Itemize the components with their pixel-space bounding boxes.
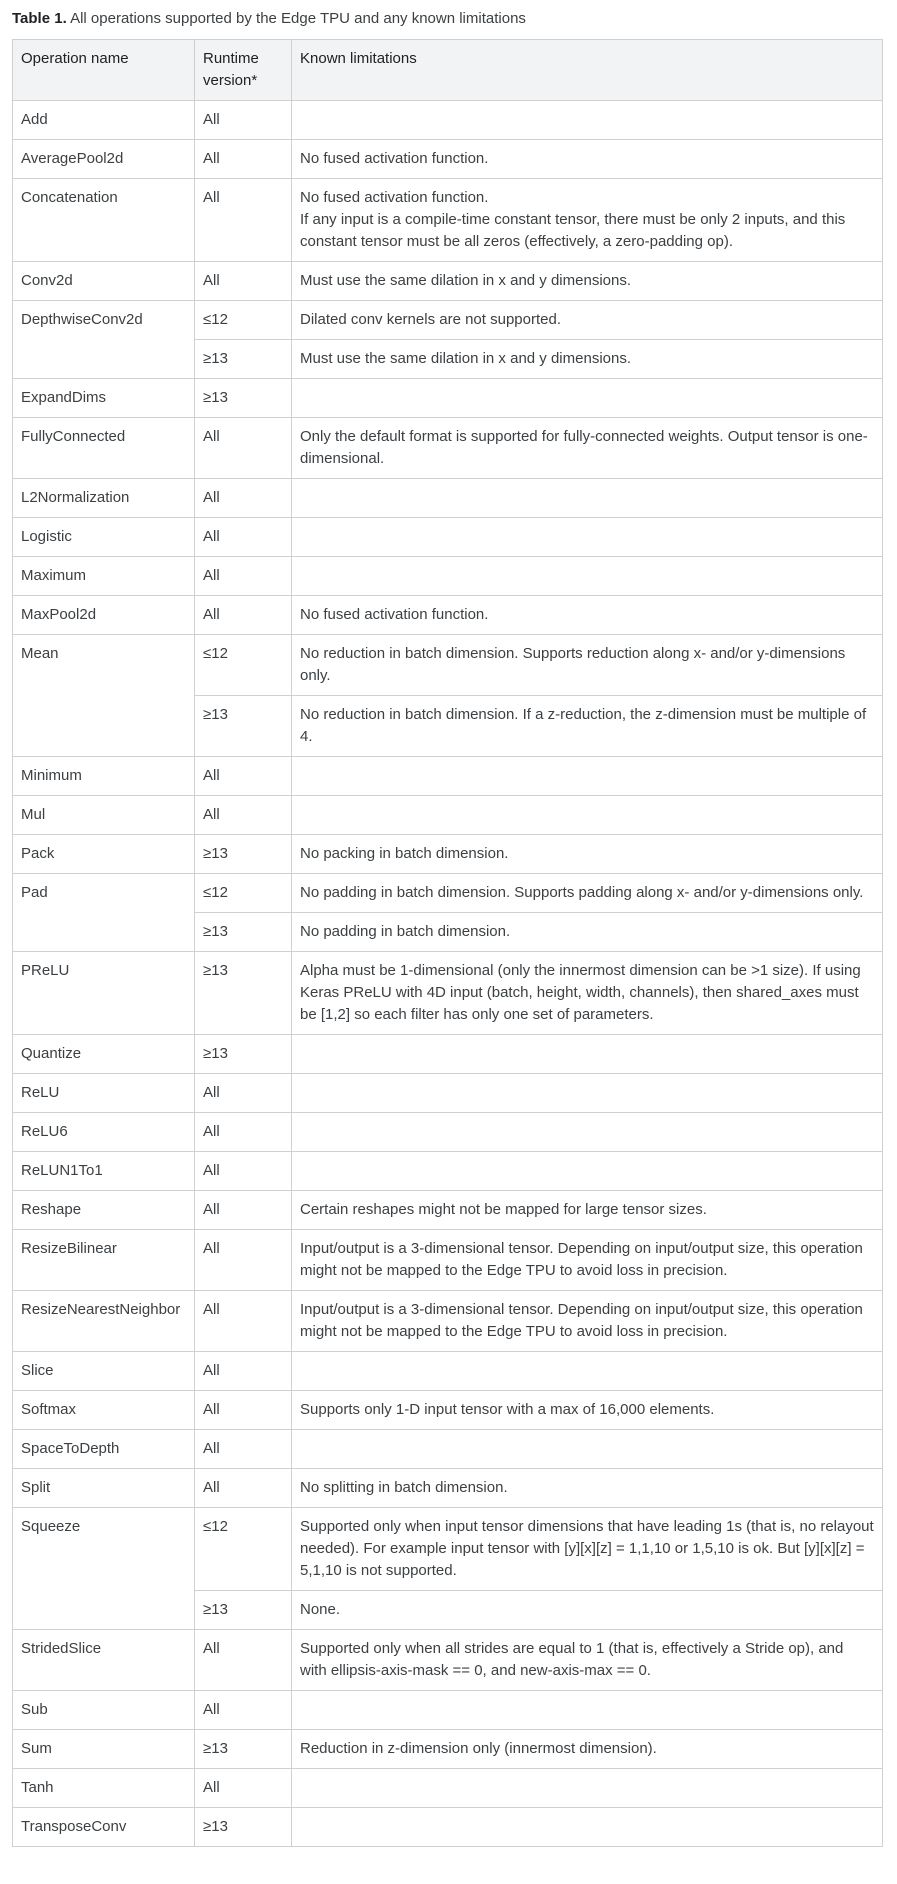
operation-name-cell: Mul — [13, 796, 195, 835]
runtime-version-cell: All — [195, 101, 292, 140]
known-limitations-cell: Only the default format is supported for fully-connected weights. Output tensor is one-dimensional. — [292, 418, 883, 479]
known-limitations-cell: No padding in batch dimension. Supports padding along x- and/or y-dimensions only. — [292, 874, 883, 913]
runtime-version-cell: ≥13 — [195, 379, 292, 418]
operation-name-cell: ReLU — [13, 1074, 195, 1113]
runtime-version-cell: ≥13 — [195, 696, 292, 757]
runtime-version-cell: All — [195, 1430, 292, 1469]
operation-name-cell: ReLUN1To1 — [13, 1152, 195, 1191]
known-limitations-cell — [292, 1352, 883, 1391]
runtime-version-cell: ≤12 — [195, 1508, 292, 1591]
known-limitations-cell: No fused activation function. If any input is a compile-time constant tensor, there must be only 2 inputs, and this constant tensor must be all zeros (effectively, a zero-padding op). — [292, 179, 883, 262]
table-row — [13, 596, 883, 635]
operation-name-cell: Sub — [13, 1691, 195, 1730]
operation-name-cell: FullyConnected — [13, 418, 195, 479]
runtime-version-cell: All — [195, 557, 292, 596]
table-row — [13, 479, 883, 518]
table-row — [13, 1391, 883, 1430]
table-row — [13, 635, 883, 696]
known-limitations-cell: No reduction in batch dimension. If a z-reduction, the z-dimension must be multiple of 4. — [292, 696, 883, 757]
known-limitations-cell — [292, 1152, 883, 1191]
table-row — [13, 1808, 883, 1847]
table-row — [13, 1630, 883, 1691]
table-row — [13, 1291, 883, 1352]
operation-name-cell: ResizeNearestNeighbor — [13, 1291, 195, 1352]
known-limitations-cell: No reduction in batch dimension. Supports reduction along x- and/or y-dimensions only. — [292, 635, 883, 696]
runtime-version-cell: All — [195, 596, 292, 635]
runtime-version-cell: All — [195, 1469, 292, 1508]
table-row — [13, 1230, 883, 1291]
operation-name-cell: Squeeze — [13, 1508, 195, 1630]
runtime-version-cell: All — [195, 1152, 292, 1191]
operation-name-cell: Slice — [13, 1352, 195, 1391]
runtime-version-cell: All — [195, 1291, 292, 1352]
runtime-version-cell: ≥13 — [195, 1591, 292, 1630]
known-limitations-cell — [292, 557, 883, 596]
operation-name-cell: TransposeConv — [13, 1808, 195, 1847]
operation-name-cell: Tanh — [13, 1769, 195, 1808]
runtime-version-cell: All — [195, 796, 292, 835]
known-limitations-cell: Must use the same dilation in x and y dimensions. — [292, 262, 883, 301]
runtime-version-cell: All — [195, 1191, 292, 1230]
operation-name-cell: Softmax — [13, 1391, 195, 1430]
runtime-version-cell: ≥13 — [195, 913, 292, 952]
table-row — [13, 1469, 883, 1508]
table-caption-label: Table 1. — [12, 10, 67, 27]
operation-name-cell: Logistic — [13, 518, 195, 557]
table-row — [13, 379, 883, 418]
runtime-version-cell: ≤12 — [195, 301, 292, 340]
table-row — [13, 101, 883, 140]
table-row — [13, 301, 883, 340]
table-row — [13, 179, 883, 262]
runtime-version-cell: ≥13 — [195, 835, 292, 874]
operation-name-cell: Pad — [13, 874, 195, 952]
runtime-version-cell: All — [195, 1352, 292, 1391]
table-caption-text: All operations supported by the Edge TPU and any known limitations — [66, 10, 526, 27]
runtime-version-cell: ≥13 — [195, 1035, 292, 1074]
runtime-version-cell: All — [195, 1630, 292, 1691]
runtime-version-cell: All — [195, 1691, 292, 1730]
known-limitations-cell: Input/output is a 3-dimensional tensor. Depending on input/output size, this operation might not be mapped to the Edge TPU to avoid loss in precision. — [292, 1230, 883, 1291]
known-limitations-cell — [292, 757, 883, 796]
table-row — [13, 796, 883, 835]
known-limitations-cell: Must use the same dilation in x and y dimensions. — [292, 340, 883, 379]
runtime-version-cell: All — [195, 140, 292, 179]
known-limitations-cell: Reduction in z-dimension only (innermost dimension). — [292, 1730, 883, 1769]
runtime-version-cell: All — [195, 179, 292, 262]
table-row — [13, 1508, 883, 1591]
known-limitations-cell: Supports only 1-D input tensor with a max of 16,000 elements. — [292, 1391, 883, 1430]
table-row — [13, 1730, 883, 1769]
known-limitations-cell: Supported only when input tensor dimensions that have leading 1s (that is, no relayout needed). For example input tensor with [y][x][z] = 1,1,10 or 1,5,10 is ok. But [y][x][z] = 5,1,10 is not supported. — [292, 1508, 883, 1591]
operation-name-cell: ResizeBilinear — [13, 1230, 195, 1291]
runtime-version-cell: All — [195, 479, 292, 518]
known-limitations-cell — [292, 1430, 883, 1469]
table-row — [13, 1113, 883, 1152]
table-header — [13, 40, 883, 101]
operation-name-cell: Sum — [13, 1730, 195, 1769]
table-row — [13, 952, 883, 1035]
operation-name-cell: Add — [13, 101, 195, 140]
known-limitations-cell: No splitting in batch dimension. — [292, 1469, 883, 1508]
operation-name-cell: SpaceToDepth — [13, 1430, 195, 1469]
known-limitations-cell — [292, 1769, 883, 1808]
table-row — [13, 518, 883, 557]
header-operation-name: Operation name — [13, 40, 195, 101]
operation-name-cell: Reshape — [13, 1191, 195, 1230]
table-caption — [0, 0, 897, 28]
table-row — [13, 1074, 883, 1113]
known-limitations-cell: Supported only when all strides are equal to 1 (that is, effectively a Stride op), and with ellipsis-axis-mask == 0, and new-axis-max == 0. — [292, 1630, 883, 1691]
known-limitations-cell: No fused activation function. — [292, 140, 883, 179]
table-row — [13, 1430, 883, 1469]
table-row — [13, 1035, 883, 1074]
known-limitations-cell — [292, 1035, 883, 1074]
runtime-version-cell: All — [195, 1230, 292, 1291]
runtime-version-cell: All — [195, 1113, 292, 1152]
operations-table — [12, 39, 883, 1847]
known-limitations-cell: Certain reshapes might not be mapped for large tensor sizes. — [292, 1191, 883, 1230]
operation-name-cell: ExpandDims — [13, 379, 195, 418]
runtime-version-cell: All — [195, 418, 292, 479]
known-limitations-cell: Dilated conv kernels are not supported. — [292, 301, 883, 340]
table-row — [13, 835, 883, 874]
operation-name-cell: Concatenation — [13, 179, 195, 262]
known-limitations-cell — [292, 379, 883, 418]
operation-name-cell: Maximum — [13, 557, 195, 596]
known-limitations-cell — [292, 101, 883, 140]
table-row — [13, 1769, 883, 1808]
runtime-version-cell: ≥13 — [195, 952, 292, 1035]
operation-name-cell: PReLU — [13, 952, 195, 1035]
known-limitations-cell: None. — [292, 1591, 883, 1630]
known-limitations-cell: Alpha must be 1-dimensional (only the innermost dimension can be >1 size). If using Keras PReLU with 4D input (batch, height, width, channels), then shared_axes must be [1,2] so each filter has only one set of parameters. — [292, 952, 883, 1035]
operation-name-cell: ReLU6 — [13, 1113, 195, 1152]
table-row — [13, 557, 883, 596]
runtime-version-cell: ≥13 — [195, 1808, 292, 1847]
known-limitations-cell — [292, 479, 883, 518]
known-limitations-cell: No fused activation function. — [292, 596, 883, 635]
runtime-version-cell: All — [195, 1769, 292, 1808]
operation-name-cell: Minimum — [13, 757, 195, 796]
runtime-version-cell: All — [195, 518, 292, 557]
known-limitations-cell: Input/output is a 3-dimensional tensor. Depending on input/output size, this operation might not be mapped to the Edge TPU to avoid loss in precision. — [292, 1291, 883, 1352]
known-limitations-cell — [292, 1691, 883, 1730]
table-row — [13, 418, 883, 479]
operation-name-cell: MaxPool2d — [13, 596, 195, 635]
table-row — [13, 1352, 883, 1391]
header-row — [13, 40, 883, 101]
operation-name-cell: L2Normalization — [13, 479, 195, 518]
header-runtime-version: Runtime version* — [195, 40, 292, 101]
operation-name-cell: DepthwiseConv2d — [13, 301, 195, 379]
runtime-version-cell: All — [195, 757, 292, 796]
table-row — [13, 874, 883, 913]
operation-name-cell: Conv2d — [13, 262, 195, 301]
table-row — [13, 1152, 883, 1191]
table-row — [13, 1191, 883, 1230]
table-row — [13, 262, 883, 301]
table-row — [13, 1691, 883, 1730]
operation-name-cell: Mean — [13, 635, 195, 757]
table-row — [13, 140, 883, 179]
runtime-version-cell: All — [195, 1074, 292, 1113]
operation-name-cell: Quantize — [13, 1035, 195, 1074]
known-limitations-cell: No padding in batch dimension. — [292, 913, 883, 952]
known-limitations-cell — [292, 1808, 883, 1847]
runtime-version-cell: ≤12 — [195, 874, 292, 913]
known-limitations-cell — [292, 796, 883, 835]
known-limitations-cell — [292, 1113, 883, 1152]
runtime-version-cell: All — [195, 1391, 292, 1430]
operation-name-cell: AveragePool2d — [13, 140, 195, 179]
known-limitations-cell — [292, 518, 883, 557]
operation-name-cell: Pack — [13, 835, 195, 874]
header-known-limitations: Known limitations — [292, 40, 883, 101]
table-body — [13, 101, 883, 1847]
known-limitations-cell — [292, 1074, 883, 1113]
runtime-version-cell: ≤12 — [195, 635, 292, 696]
table-row — [13, 757, 883, 796]
runtime-version-cell: ≥13 — [195, 1730, 292, 1769]
known-limitations-cell: No packing in batch dimension. — [292, 835, 883, 874]
runtime-version-cell: All — [195, 262, 292, 301]
operation-name-cell: Split — [13, 1469, 195, 1508]
runtime-version-cell: ≥13 — [195, 340, 292, 379]
operation-name-cell: StridedSlice — [13, 1630, 195, 1691]
